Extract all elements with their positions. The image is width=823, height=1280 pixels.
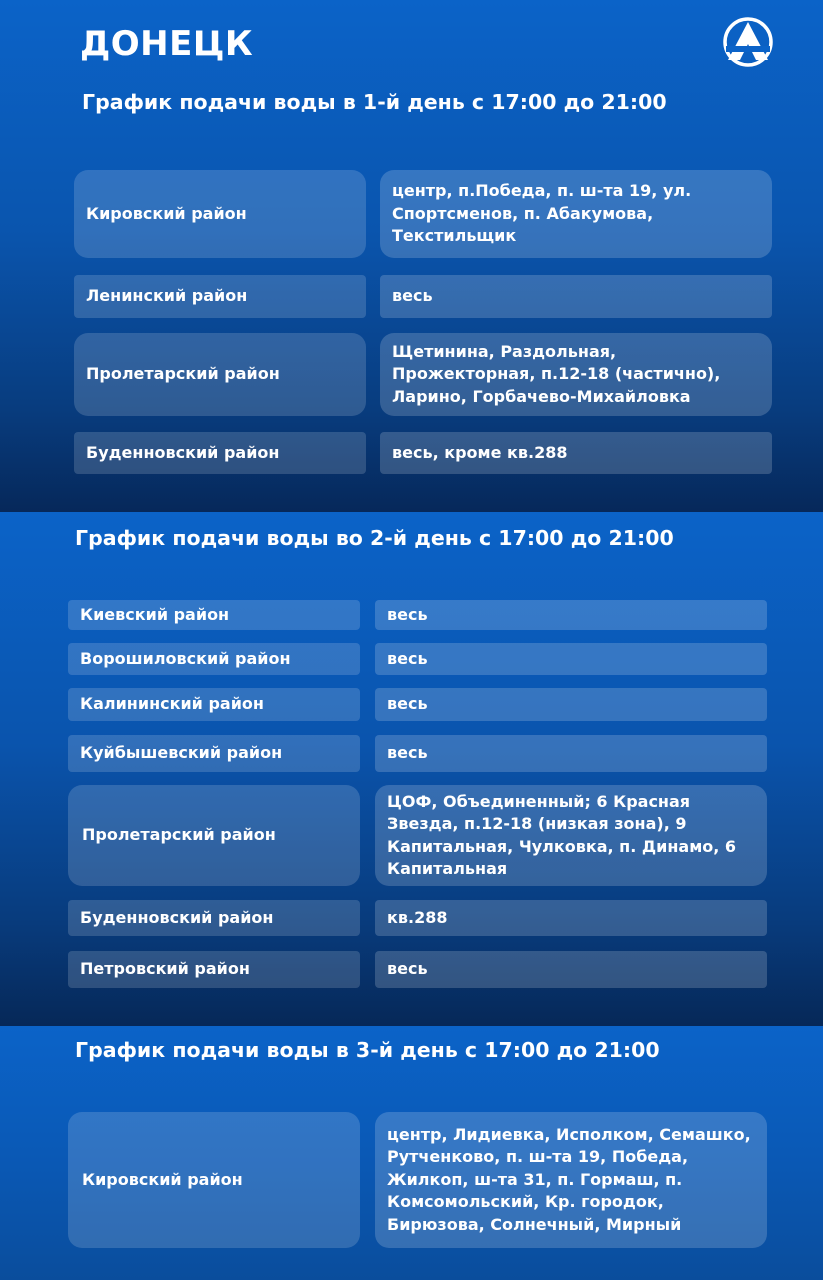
city-title: ДОНЕЦК [80, 24, 254, 64]
day1-row-2-district: Ленинский район [74, 275, 366, 318]
day2-row-1-areas: весь [375, 600, 767, 630]
day2-row-6-district: Буденновский район [68, 900, 360, 936]
day3-heading: График подачи воды в 3-й день с 17:00 до 21:00 [75, 1038, 660, 1062]
day2-heading: График подачи воды во 2-й день с 17:00 до 21:00 [75, 526, 674, 550]
day2-row-2-district: Ворошиловский район [68, 643, 360, 675]
day1-heading: График подачи воды в 1-й день с 17:00 до 21:00 [82, 90, 667, 114]
day2-row-5-areas: ЦОФ, Объединенный; 6 Красная Звезда, п.12-18 (низкая зона), 9 Капитальная, Чулковка, п. Динамо, 6 Капитальная [375, 785, 767, 886]
day1-row-4-areas: весь, кроме кв.288 [380, 432, 772, 474]
day1-row-2-areas: весь [380, 275, 772, 318]
day2-row-1-district: Киевский район [68, 600, 360, 630]
logo-triangle-icon [722, 16, 774, 68]
day2-row-7-district: Петровский район [68, 951, 360, 988]
day1-row-1-areas: центр, п.Победа, п. ш-та 19, ул. Спортсменов, п. Абакумова, Текстильщик [380, 170, 772, 258]
day3-section [0, 1026, 823, 1280]
day2-row-3-areas: весь [375, 688, 767, 721]
day1-row-3-areas: Щетинина, Раздольная, Прожекторная, п.12-18 (частично), Ларино, Горбачево-Михайловка [380, 333, 772, 416]
day1-row-1-district: Кировский район [74, 170, 366, 258]
day2-row-3-district: Калининский район [68, 688, 360, 721]
day2-row-5-district: Пролетарский район [68, 785, 360, 886]
day2-section [0, 512, 823, 1026]
day3-row-1-areas: центр, Лидиевка, Исполком, Семашко, Рутченково, п. ш-та 19, Победа, Жилкоп, ш-та 31, п. Гормаш, п. Комсомольский, Кр. городок, Бирюзова, Солнечный, Мирный [375, 1112, 767, 1248]
day1-row-3-district: Пролетарский район [74, 333, 366, 416]
day3-row-1-district: Кировский район [68, 1112, 360, 1248]
day2-row-2-areas: весь [375, 643, 767, 675]
day2-row-7-areas: весь [375, 951, 767, 988]
day2-row-4-areas: весь [375, 735, 767, 772]
day2-row-6-areas: кв.288 [375, 900, 767, 936]
day1-row-4-district: Буденновский район [74, 432, 366, 474]
day2-row-4-district: Куйбышевский район [68, 735, 360, 772]
day1-section [0, 0, 823, 512]
